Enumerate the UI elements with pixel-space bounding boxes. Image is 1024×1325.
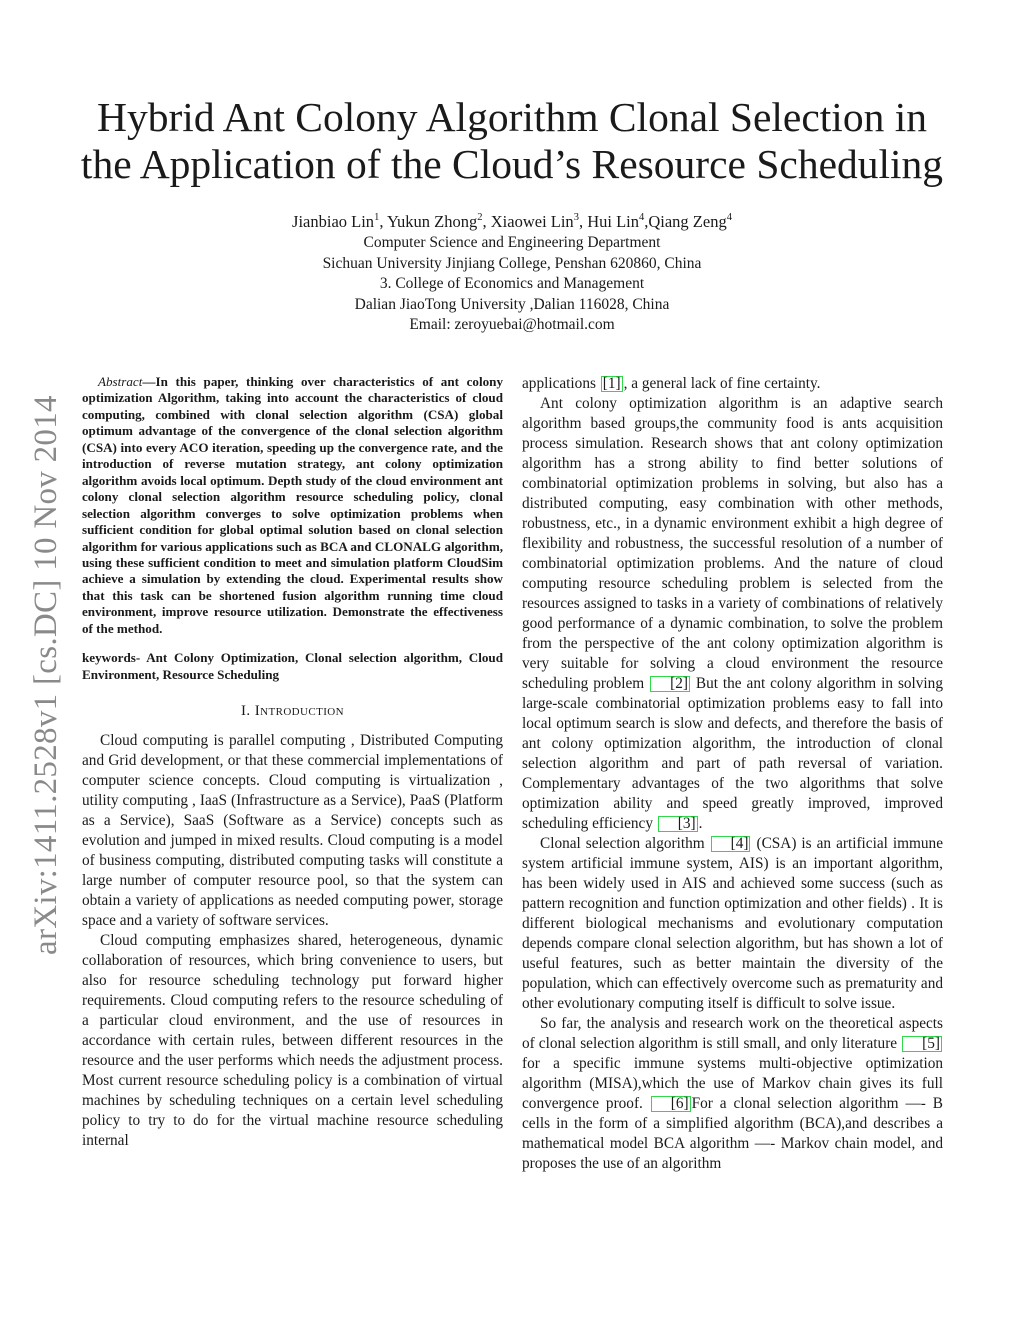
- author-name: Hui Lin: [587, 212, 639, 231]
- abstract-text: In this paper, thinking over characteristics of ant colony optimization Algorithm, taking into account the characteristics of cloud computing, combined with clonal selection algorithm (CSA) global optimum advantage of the convergence of the clonal selection algorithm (CSA) into every ACO iteration, speeding up the convergence rate, and the introduction of reverse mutation strategy, ant colony optimization algorithm avoids local optimum. Depth study of the cloud environment ant colony clonal selection algorithm resource scheduling policy, clonal selection algorithm converges to solve optimization problems when sufficient condition for global optimal solution based on clonal selection algorithm for various applications such as BCA and CLONALG algorithm, using these sufficient condition to meet and simulation platform CloudSim achieve a simulation by extending the cloud. Experimental results show that this task can be shortened fusion algorithm running time cloud environment, improve resource utilization. Demonstrate the effectiveness of the method.: [82, 374, 503, 636]
- text-run: Ant colony optimization algorithm is an adaptive search algorithm based groups,the community food is ants acquisition process simulation. Research shows that ant colony optimization algorithm has a strong ability to find better solutions of combinatorial optimization problems in solving, but also has a distributed computing, easy combination with other methods, robustness, etc., in a dynamic environment exhibit a high degree of flexibility and robustness, the successful resolution of a number of combinatorial optimization problems. And the nature of cloud computing resource scheduling problem is selected from the resources assigned to tasks in a variety of combinations of relatively good performance of a dynamic combination, to solve the problem from the perspective of the ant colony optimization algorithm is very suitable for solving a cloud environment the resource scheduling problem: [522, 395, 943, 692]
- author-affiliation-mark: 1: [374, 211, 380, 223]
- citation-link[interactable]: [4]: [711, 836, 751, 852]
- author-affiliation-mark: 4: [638, 211, 645, 223]
- citation-link[interactable]: [3]: [658, 816, 698, 832]
- text-run: For a clonal selection algorithm —- B cells in the form of a simplified algorithm (BCA),and describes a mathematical model BCA algorithm —- Markov chain model, and proposes the use of an algorithm: [522, 1095, 943, 1172]
- text-run: Clonal selection algorithm: [540, 835, 710, 852]
- author-email: Email: zeroyuebai@hotmail.com: [409, 316, 615, 333]
- abstract-dash: —: [142, 374, 156, 389]
- text-run: for a specific immune systems multi-objective optimization algorithm (MISA),which the use of Markov chain gives its full convergence proof.: [522, 1055, 943, 1112]
- section-number: I.: [241, 703, 251, 720]
- author-name: Qiang Zeng: [648, 212, 727, 231]
- author-names: Jianbiao Lin$^1$, Yukun Zhong$^2$, Xiaowei Lin$^3$, Hui Lin$^4$,Qiang Zeng$^4$: [292, 211, 732, 231]
- text-run: .: [698, 815, 703, 832]
- text-run: So far, the analysis and research work on the theoretical aspects of clonal selection algorithm is still small, and only literature: [522, 1015, 943, 1052]
- author-block: [100, 211, 924, 336]
- paper-title: [60, 94, 964, 188]
- section-heading-introduction: [82, 701, 503, 721]
- body-paragraph: Cloud computing is parallel computing , Distributed Computing and Grid development, or that these commercial implementations of computer science concepts. Cloud computing is virtualization , utility computing , IaaS (Infrastructure as a Service), PaaS (Platform as a Service), SaaS (Software as a Service) concepts such as evolution and jumped in mixed results. Cloud computing is a model of business computing, distributed computing tasks will constitute a large number of computer resource pool, so that the system can obtain a variety of applications as needed computing power, storage space and a variety of software services.: [82, 732, 503, 930]
- left-column: [82, 374, 503, 1151]
- text-run: applications: [522, 375, 600, 392]
- body-paragraph: Cloud computing emphasizes shared, heterogeneous, dynamic collaboration of resources, which bring convenience to users, but also for resource scheduling technology put forward higher requirements. Cloud computing refers to the resource scheduling of a particular cloud environment, and the use of resources in accordance with certain rules, between different resources in the resource and the user performs which needs the adjustment process. Most current resource scheduling policy is a combination of virtual machines by scheduling techniques on a certain level scheduling policy to try to do for the virtual machine resource scheduling internal: [82, 932, 503, 1150]
- body-paragraph: [522, 374, 943, 394]
- title-line-1: Hybrid Ant Colony Algorithm Clonal Selection in: [97, 94, 927, 140]
- text-run: , a general lack of fine certainty.: [623, 375, 821, 392]
- citation-link[interactable]: [6]: [651, 1096, 691, 1112]
- title-line-2: the Application of the Cloud’s Resource Scheduling: [80, 141, 944, 187]
- author-affiliation-mark: 2: [477, 211, 483, 223]
- section-title: Introduction: [254, 703, 344, 720]
- author-name: Jianbiao Lin: [292, 212, 375, 231]
- citation-link[interactable]: [5]: [902, 1036, 942, 1052]
- affiliation-line: Sichuan University Jinjiang College, Penshan 620860, China: [322, 254, 702, 272]
- affiliation-line: Computer Science and Engineering Department: [363, 234, 661, 251]
- author-affiliation-mark: 4: [726, 211, 732, 223]
- text-run: But the ant colony algorithm in solving large-scale combinatorial optimization problems easy to fall into local optimum search is slow and defects, and therefore the basis of ant colony optimization algorithm, the introduction of clonal selection algorithm and part of path reversal of variation. Complementary advantages of the two algorithms that solve optimization ability and speed greatly improved, improved scheduling efficiency: [522, 675, 943, 832]
- keywords: keywords- Ant Colony Optimization, Clonal selection algorithm, Cloud Environment, Resource Scheduling: [82, 650, 503, 682]
- abstract-label: Abstract: [98, 374, 143, 389]
- author-name: Yukun Zhong: [386, 212, 478, 231]
- body-paragraph: [522, 1014, 943, 1174]
- text-run: (CSA) is an artificial immune system artificial immune system, AIS) is an important algorithm, has been widely used in AIS and achieved some success (such as pattern recognition and function optimization and other fields) . It is different biological mechanisms and evolutionary computation depends compare clonal selection algorithm, but has shown a lot of useful features, such as better maintain the diversity of the population, which can effectively overcome such as prematurity and other evolutionary computing itself is difficult to solve issue.: [522, 835, 944, 1012]
- citation-link[interactable]: [2]: [650, 676, 690, 692]
- right-column: [522, 374, 943, 1174]
- affiliation-line: Dalian JiaoTong University ,Dalian 116028, China: [354, 295, 670, 313]
- affiliation-line: 3. College of Economics and Management: [379, 275, 645, 292]
- citation-link[interactable]: [1]: [602, 375, 621, 392]
- author-name: Xiaowei Lin: [490, 212, 574, 231]
- abstract: [82, 374, 503, 637]
- author-affiliation-mark: 3: [573, 211, 579, 223]
- body-paragraph: [522, 394, 943, 834]
- arxiv-identifier: arXiv:1411.2528v1 [cs.DC] 10 Nov 2014: [28, 395, 64, 955]
- body-paragraph: [522, 834, 943, 1014]
